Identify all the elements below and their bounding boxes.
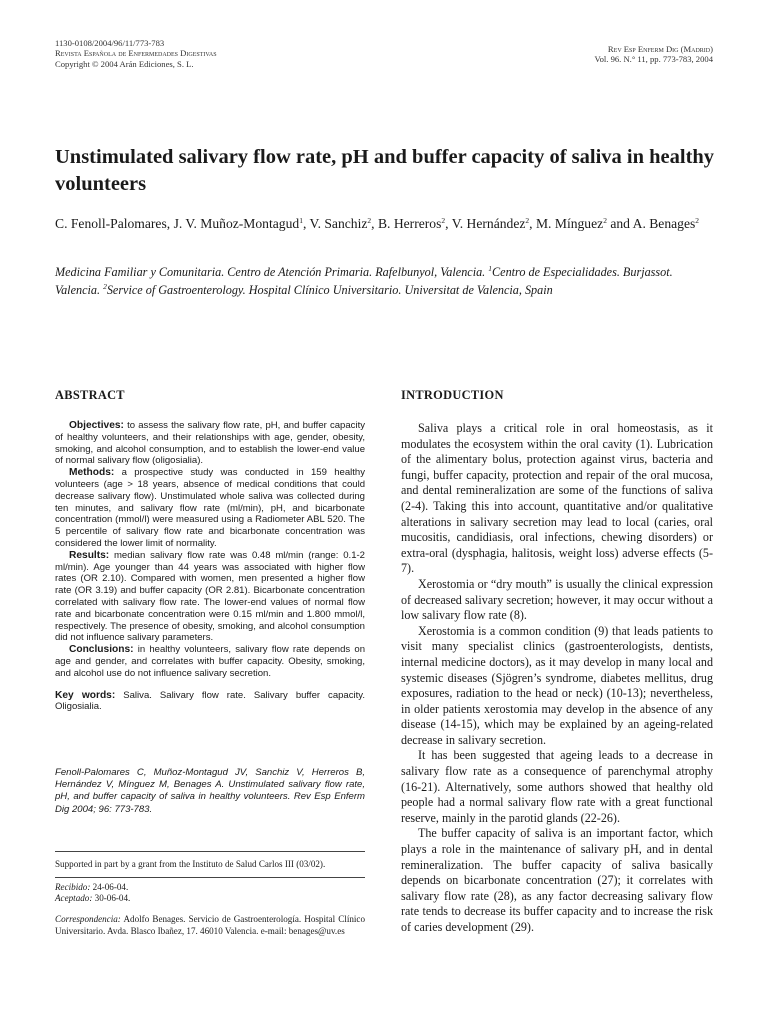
keywords: Key words: Saliva. Salivary flow rate. Salivary buffer capacity. Oligosialia. [55,689,366,713]
abstract-conclusions: Conclusions: in healthy volunteers, salivary flow rate depends on age and gender, and correlates with buffer capacity. Obesity, smoking, and alcohol use do not influence salivary secretion. [55,644,366,679]
author: A. Benages$^2$ [632,216,700,231]
intro-paragraph: The buffer capacity of saliva is an important factor, which plays a role in the maintenance of salivary pH, and in dental remineralization. The buffer capacity of saliva basically depends on bicarbonate concentration (27); it correlates with salivary flow rate (28), as any factor decreasing salivary flow rate tends to decrease its buffer capacity and to increase the risk of caries development (29). [401,826,713,934]
running-header-right [595,44,714,65]
copyright: Copyright © 2004 Arán Ediciones, S. L. [55,58,194,69]
author: B. Herreros$^2$ [377,216,446,231]
funding-note: Supported in part by a grant from the Instituto de Salud Carlos III (03/02). [55,859,326,869]
author: M. Mínguez$^2$ [535,216,607,231]
received-date: Recibido: 24-06-04. [55,882,129,892]
author: J. V. Muñoz-Montagud$^1$ [173,216,303,231]
journal-name: Revista Española de Enfermedades Digestivas [55,48,217,59]
author: C. Fenoll-Palomares [55,216,167,231]
introduction-column [401,388,713,936]
journal-short-name: Rev Esp Enferm Dig (Madrid) [607,44,713,54]
abstract-objectives: Objectives: to assess the salivary flow rate, pH, and buffer capacity of healthy volunteers, and their relationships with age, gender, obesity, smoking, and alcohol consumption, and to establish the lower-end value of normal salivary flow (oligosialia). [55,420,366,467]
correspondence: Correspondencia: Adolfo Benages. Servicio de Gastroenterología. Hospital Clínico Universitario. Avda. Blasco Ibañez, 17. 46010 Valencia. e-mail: benages@uv.es [55,914,365,936]
footnote-divider [55,851,365,852]
footnote-divider [55,877,365,878]
intro-paragraph: Xerostomia or “dry mouth” is usually the clinical expression of decreased salivary secretion; however, it may occur without a low salivary flow rate (8). [401,576,713,623]
article-dates [55,882,365,905]
introduction-body [401,421,713,936]
affiliations: Medicina Familiar y Comunitaria. Centro de Atención Primaria. Rafelbunyol, Valencia. $^1$Centro de Especialidades. Burjassot. Valencia. $^2$Service of Gastroenterology. Hospital Clínico Universitario. Universitat de Valencia, Spain [55,264,673,297]
abstract-column [55,388,365,713]
intro-paragraph: It has been suggested that ageing leads to a decrease in salivary flow rate as a consequence of parenchymal atrophy (16-21). Alternatively, some authors showed that healthy old people had a normal salivary flow rate with a great functional reserve, mainly in the parotid glands (22-26). [401,748,713,825]
author-list: C. Fenoll-Palomares, J. V. Muñoz-Montagud$^1$, V. Sanchiz$^2$, B. Herreros$^2$, V. Hernández$^2$, M. Mínguez$^2$ and A. Benages$^2$ [55,216,700,231]
volume-info: Vol. 96. N.° 11, pp. 773-783, 2004 [594,54,713,65]
abstract-body [55,420,365,680]
author: V. Sanchiz$^2$ [309,216,372,231]
article-title: Unstimulated salivary flow rate, pH and buffer capacity of saliva in healthy volunteers [55,146,715,195]
intro-paragraph: Xerostomia is a common condition (9) that leads patients to visit many specialist clinics (gastroenterologists, dentists, internal medicine doctors), as it may develop in many local and systemic diseases (Sjögren’s syndrome, diabetes mellitus, drug exposures, radiation to the head or neck) (10-13); nevertheless, in older patients xerostomia may develop in the absence of any disease (14-15), which may be explained by an ageing-related decrease in salivary secretion. [401,623,713,747]
running-header-left [55,38,217,69]
abstract-results: Results: median salivary flow rate was 0.48 ml/min (range: 0.1-2 ml/min). Age younger than 44 years was associated with higher flow rates (OR 2.10). Compared with women, men presented a higher flow rate (OR 3.19) and buffer capacity (OR 2.81). Bicarbonate concentration correlated with salivary flow rate. The lower-end values of normal flow rate and bicarbonate concentration were 0.15 ml/min and 1.800 mmol/l, respectively. The presence of obesity, smoking, and alcohol consumption did not influence salivary parameters. [55,549,365,644]
intro-paragraph: Saliva plays a critical role in oral homeostasis, as it modulates the ecosystem within the oral cavity (1). Lubrication of the alimentary bolus, protection against virus, bacteria and fungi, buffer capacity, protection and repair of the oral mucosa, and dental remineralization are some of the functions of saliva (2-4). Taking this into account, quantitative and/or qualitative alterations in salivary secretion may lead to local (caries, oral mucositis, candidiasis, oral infections, chewing disorders) or extra-oral (dysphagia, halitosis, weight loss) adverse effects (5-7). [401,421,713,576]
introduction-heading: INTRODUCTION [401,388,504,402]
accepted-date: Aceptado: 30-06-04. [55,893,131,904]
abstract-methods: Methods: a prospective study was conducted in 159 healthy volunteers (age > 18 years, absence of medical conditions that could decrease salivary flow). Unstimulated whole saliva was collected during ten minutes, and salivary flow rate (ml/min), pH, and bicarbonate concentration (mmol/l) were measured using a Radiometer ABL 520. The 5 percentile of salivary flow rate and bicarbonate concentration was considered the lower limit of normality. [55,467,365,549]
author: V. Hernández$^2$ [451,216,530,231]
abstract-heading: ABSTRACT [55,388,125,402]
issn: 1130-0108/2004/96/11/773-783 [55,38,165,48]
citation: Fenoll-Palomares C, Muñoz-Montagud JV, Sanchiz V, Herreros B, Hernández V, Mínguez M, Benages A. Unstimulated salivary flow rate, pH, and buffer capacity of saliva in healthy volunteers. Rev Esp Enferm Dig 2004; 96: 773-783. [55,767,365,815]
